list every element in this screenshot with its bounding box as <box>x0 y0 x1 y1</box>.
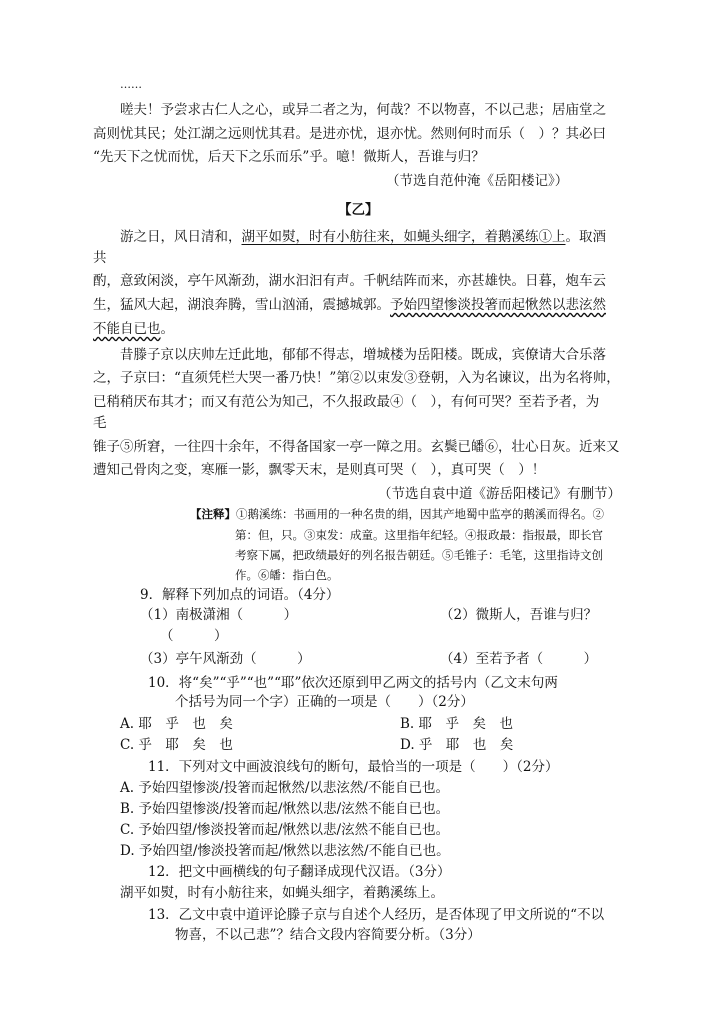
jia-line-1: 嗟夫！予尝求古仁人之心，或异二者之为，何哉？不以物喜，不以己悲；居庙堂之 <box>120 102 606 118</box>
yi-p1-line-5 <box>93 320 174 338</box>
q11-option-c: C. 予始四望/惨淡投箸而起/愀然以悲/泫然不能自已也。 <box>120 822 450 838</box>
yi-heading: 【乙】 <box>338 202 379 218</box>
q13-stem-line-1: 13．乙文中袁中道评论滕子京与自述个人经历，是否体现了甲文所说的“不以 <box>148 907 605 923</box>
yi-p1-line-1 <box>120 228 606 246</box>
notes-label: 【注释】 <box>190 507 236 521</box>
q11-option-b: B. 予始四望惨淡/投箸而起/愀然以悲/泫然不能自已也。 <box>120 801 450 817</box>
underlined-sentence: 湖平如熨，时有小舫往来，如蝇头细字，着鹅溪练①上 <box>241 229 566 245</box>
q10-option-a: A. 耶 乎 也 矣 <box>120 716 233 732</box>
wavy-sentence: 不能自已也 <box>93 321 161 337</box>
yi-source: （节选自袁中道《游岳阳楼记》有删节） <box>378 486 621 502</box>
yi-p1-line-3: 酌，意致闲淡，亭午风渐劲，湖水汩汩有声。千帆结阵而来，亦甚雄快。日暮，炮车云 <box>93 273 606 289</box>
q9-item-2: （2）微斯人，吾谁与归？ <box>440 607 598 623</box>
jia-source: （节选自范仲淹《岳阳楼记》） <box>386 173 569 189</box>
q10-option-d: D. 乎 耶 也 矣 <box>400 737 514 753</box>
yi-p1-text: 。取酒 <box>565 229 606 245</box>
yi-p2-line-1: 昔滕子京以庆帅左迁此地，郁郁不得志，增城楼为岳阳楼。既成，宾僚请大合乐落 <box>120 347 606 363</box>
yi-p2-line-2: 之，子京曰：“直须凭栏大哭一番乃快！”第②以束发③登朝，入为名谏议，出为名将帅， <box>93 370 620 386</box>
q10-stem-line-2: 个括号为同一个字）正确的一项是（ ）（2分） <box>175 694 474 710</box>
q11-stem: 11．下列对文中画波浪线句的断句，最恰当的一项是（ ）（2分） <box>148 759 559 775</box>
yi-p1-text: 游之日，风日清和， <box>120 229 242 245</box>
notes-line-2: 第：但，只。③束发：成童。这里指年纪轻。④报政最：指报最，即长官 <box>235 528 603 542</box>
yi-p1-line-2: 共 <box>93 250 107 266</box>
q9-stem: 9．解释下列加点的词语。（4分） <box>140 587 340 603</box>
notes-line-1 <box>190 505 604 523</box>
q11-option-a: A. 予始四望惨淡/投箸而起愀然/以悲泫然/不能自已也。 <box>120 780 449 796</box>
ellipsis: …… <box>120 78 142 91</box>
yi-p2-line-3: 已稍稍厌布其才；而又有范公为知己，不久报政最④（ ），有何可哭？至若予者，为 <box>93 394 600 410</box>
q9-item-4: （4）至若予者（ ） <box>440 651 598 667</box>
q10-option-b: B. 耶 乎 矣 也 <box>400 716 514 732</box>
jia-line-2: 高则忧其民；处江湖之远则忧其君。是进亦忧，退亦忧。然则何时而乐（ ）？其必曰 <box>93 126 606 142</box>
yi-p2-line-4: 毛 <box>93 415 107 431</box>
yi-p2-line-5: 锥子⑤所窘，一往四十余年，不得备国家一亭一障之用。玄鬓已皤⑥，壮心日灰。近来又 <box>93 439 620 455</box>
q10-option-c: C. 乎 耶 矣 也 <box>120 737 233 753</box>
notes-line-4: 作。⑥皤：指白色。 <box>235 568 339 582</box>
q9-item-2-blank: （ ） <box>160 628 228 644</box>
q9-item-3: （3）亭午风渐劲（ ） <box>140 651 311 667</box>
yi-p1-line-4 <box>93 296 606 314</box>
q12-sentence: 湖平如熨，时有小舫往来，如蝇头细字，着鹅溪练上。 <box>120 885 444 901</box>
notes-line-3: 考察下属，把政绩最好的列名报告朝廷。⑤毛锥子：毛笔，这里指诗文创 <box>235 548 603 562</box>
yi-p1-text: 生，猛风大起，湖浪奔腾，雪山汹涌，震撼城郭。 <box>93 297 390 313</box>
yi-p1-text: 。 <box>160 321 174 337</box>
q11-option-d: D. 予始四望/惨淡投箸而起/愀然以悲泫然/不能自已也。 <box>120 843 450 859</box>
q10-stem-line-1: 10．将“矣”“乎”“也”“耶”依次还原到甲乙两文的括号内（乙文末句两 <box>148 675 558 691</box>
yi-p2-line-6: 遭知己骨肉之变，寒雁一影，飘零天末，是则真可哭（ ），真可哭（ ）！ <box>93 462 546 478</box>
wavy-sentence: 予始四望惨淡投箸而起愀然以悲泫然 <box>390 297 606 313</box>
q12-stem: 12．把文中画横线的句子翻译成现代汉语。（3分） <box>148 864 451 880</box>
q13-stem-line-2: 物喜，不以己悲”？结合文段内容简要分析。（3分） <box>175 927 481 943</box>
q9-item-1: （1）南极潇湘（ ） <box>140 607 298 623</box>
jia-line-3: “先天下之忧而忧，后天下之乐而乐”乎。噫！微斯人，吾谁与归？ <box>93 149 485 165</box>
notes-text: ①鹅溪练：书画用的一种名贵的绢，因其产地蜀中监亭的鹅溪而得名。② <box>236 507 604 521</box>
